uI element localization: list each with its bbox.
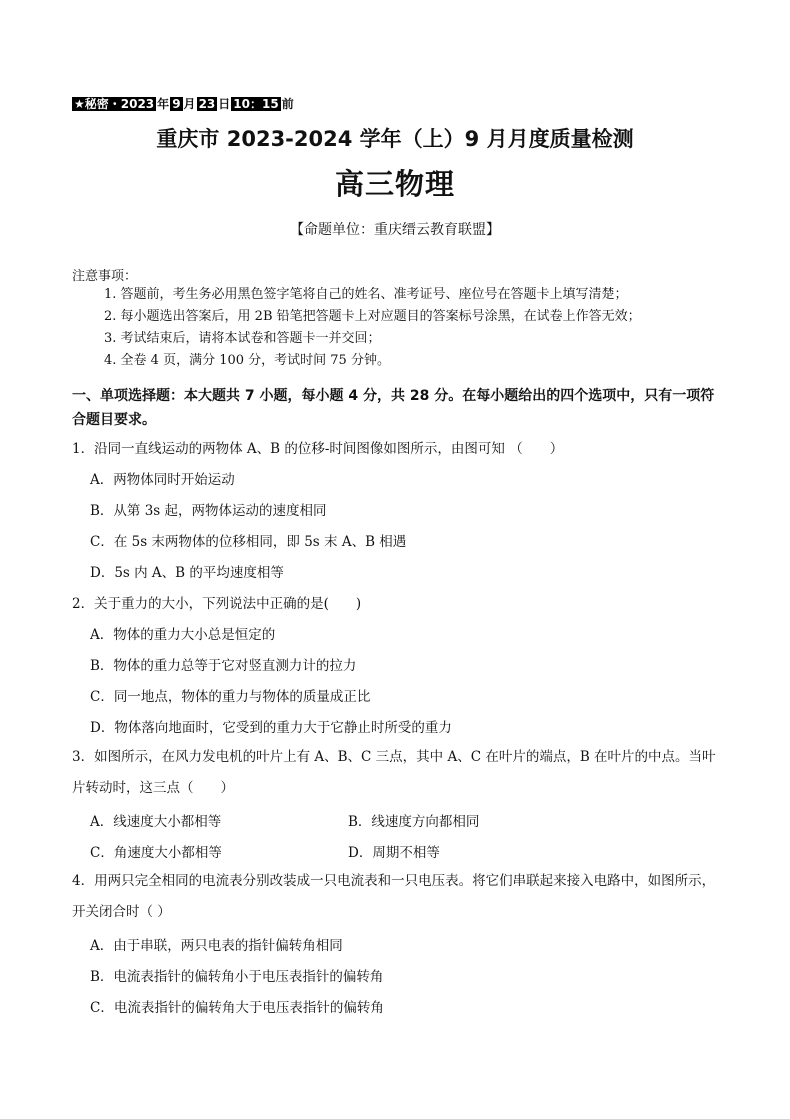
question-option: B．物体的重力总等于它对竖直测力计的拉力 <box>90 658 357 674</box>
note-item: 4. 全卷 4 页，满分 100 分，考试时间 75 分钟。 <box>104 353 390 368</box>
notes-list <box>104 284 641 372</box>
question-option: B．电流表指针的偏转角小于电压表指针的偏转角 <box>90 969 384 985</box>
note-item: 3. 考试结束后，请将本试卷和答题卡一并交回； <box>104 331 381 346</box>
secret-part: 9 <box>172 97 181 111</box>
question-option: A．由于串联，两只电表的指针偏转角相同 <box>90 938 343 954</box>
question-option: D．5s 内 A、B 的平均速度相等 <box>90 565 284 581</box>
question-stem: 4．用两只完全相同的电流表分别改装成一只电流表和一只电压表。将它们串联起来接入电路中，如图所示，开关闭合时（ ） <box>72 873 716 920</box>
question-stem: 1．沿同一直线运动的两物体 A、B 的位移-时间图像如图所示，由图可知 （ ） <box>72 441 564 457</box>
question-option: C．电流表指针的偏转角大于电压表指针的偏转角 <box>90 1000 384 1016</box>
secret-part: ★秘密・2023 <box>74 97 155 111</box>
question-option: D．物体落向地面时，它受到的重力大于它静止时所受的重力 <box>90 720 452 736</box>
subject-title: 高三物理 <box>334 167 455 201</box>
note-item: 1. 答题前，考生务必用黑色签字笔将自己的姓名、准考证号、座位号在答题卡上填写清楚； <box>104 287 628 302</box>
question-option: B．从第 3s 起，两物体运动的速度相同 <box>90 503 327 519</box>
secret-part: 23 <box>198 97 216 111</box>
note-item: 2. 每小题选出答案后，用 2B 铅笔把答题卡上对应题目的答案标号涂黑，在试卷上作答无效； <box>104 309 641 324</box>
question-option: C．同一地点，物体的重力与物体的质量成正比 <box>90 689 371 705</box>
issuing-unit: 【命题单位：重庆缙云教育联盟】 <box>290 222 500 238</box>
question-option: A．物体的重力大小总是恒定的 <box>90 627 276 643</box>
question-stem: 3．如图所示，在风力发电机的叶片上有 A、B、C 三点，其中 A、C 在叶片的端点，B 在叶片的中点。当叶片转动时，这三点（ ） <box>72 749 716 796</box>
question-option: D．周期不相等 <box>348 845 440 861</box>
section-heading <box>72 384 722 432</box>
confidential-notice <box>72 96 295 112</box>
section-heading-text: 一、单项选择题：本大题共 7 小题，每小题 4 分，共 28 分。在每小题给出的四个选项中，只有一项符合题目要求。 <box>72 388 715 428</box>
secret-part: 10：15 <box>233 97 279 111</box>
exam-title: 重庆市 2023-2024 学年（上）9 月月度质量检测 <box>156 127 634 151</box>
question-option: A．线速度大小都相等 <box>90 814 222 830</box>
secret-part: 前 <box>281 97 294 111</box>
notes-heading: 注意事项： <box>72 269 138 284</box>
question-option: C．角速度大小都相等 <box>90 845 222 861</box>
secret-part: 日 <box>218 97 231 111</box>
secret-part: 年 <box>157 97 170 111</box>
question-option: B．线速度方向都相同 <box>348 814 480 830</box>
question-option: A．两物体同时开始运动 <box>90 472 235 488</box>
question-option: C．在 5s 末两物体的位移相同，即 5s 末 A、B 相遇 <box>90 534 407 550</box>
question-stem: 2．关于重力的大小，下列说法中正确的是( ) <box>72 596 362 612</box>
secret-part: 月 <box>183 97 196 111</box>
